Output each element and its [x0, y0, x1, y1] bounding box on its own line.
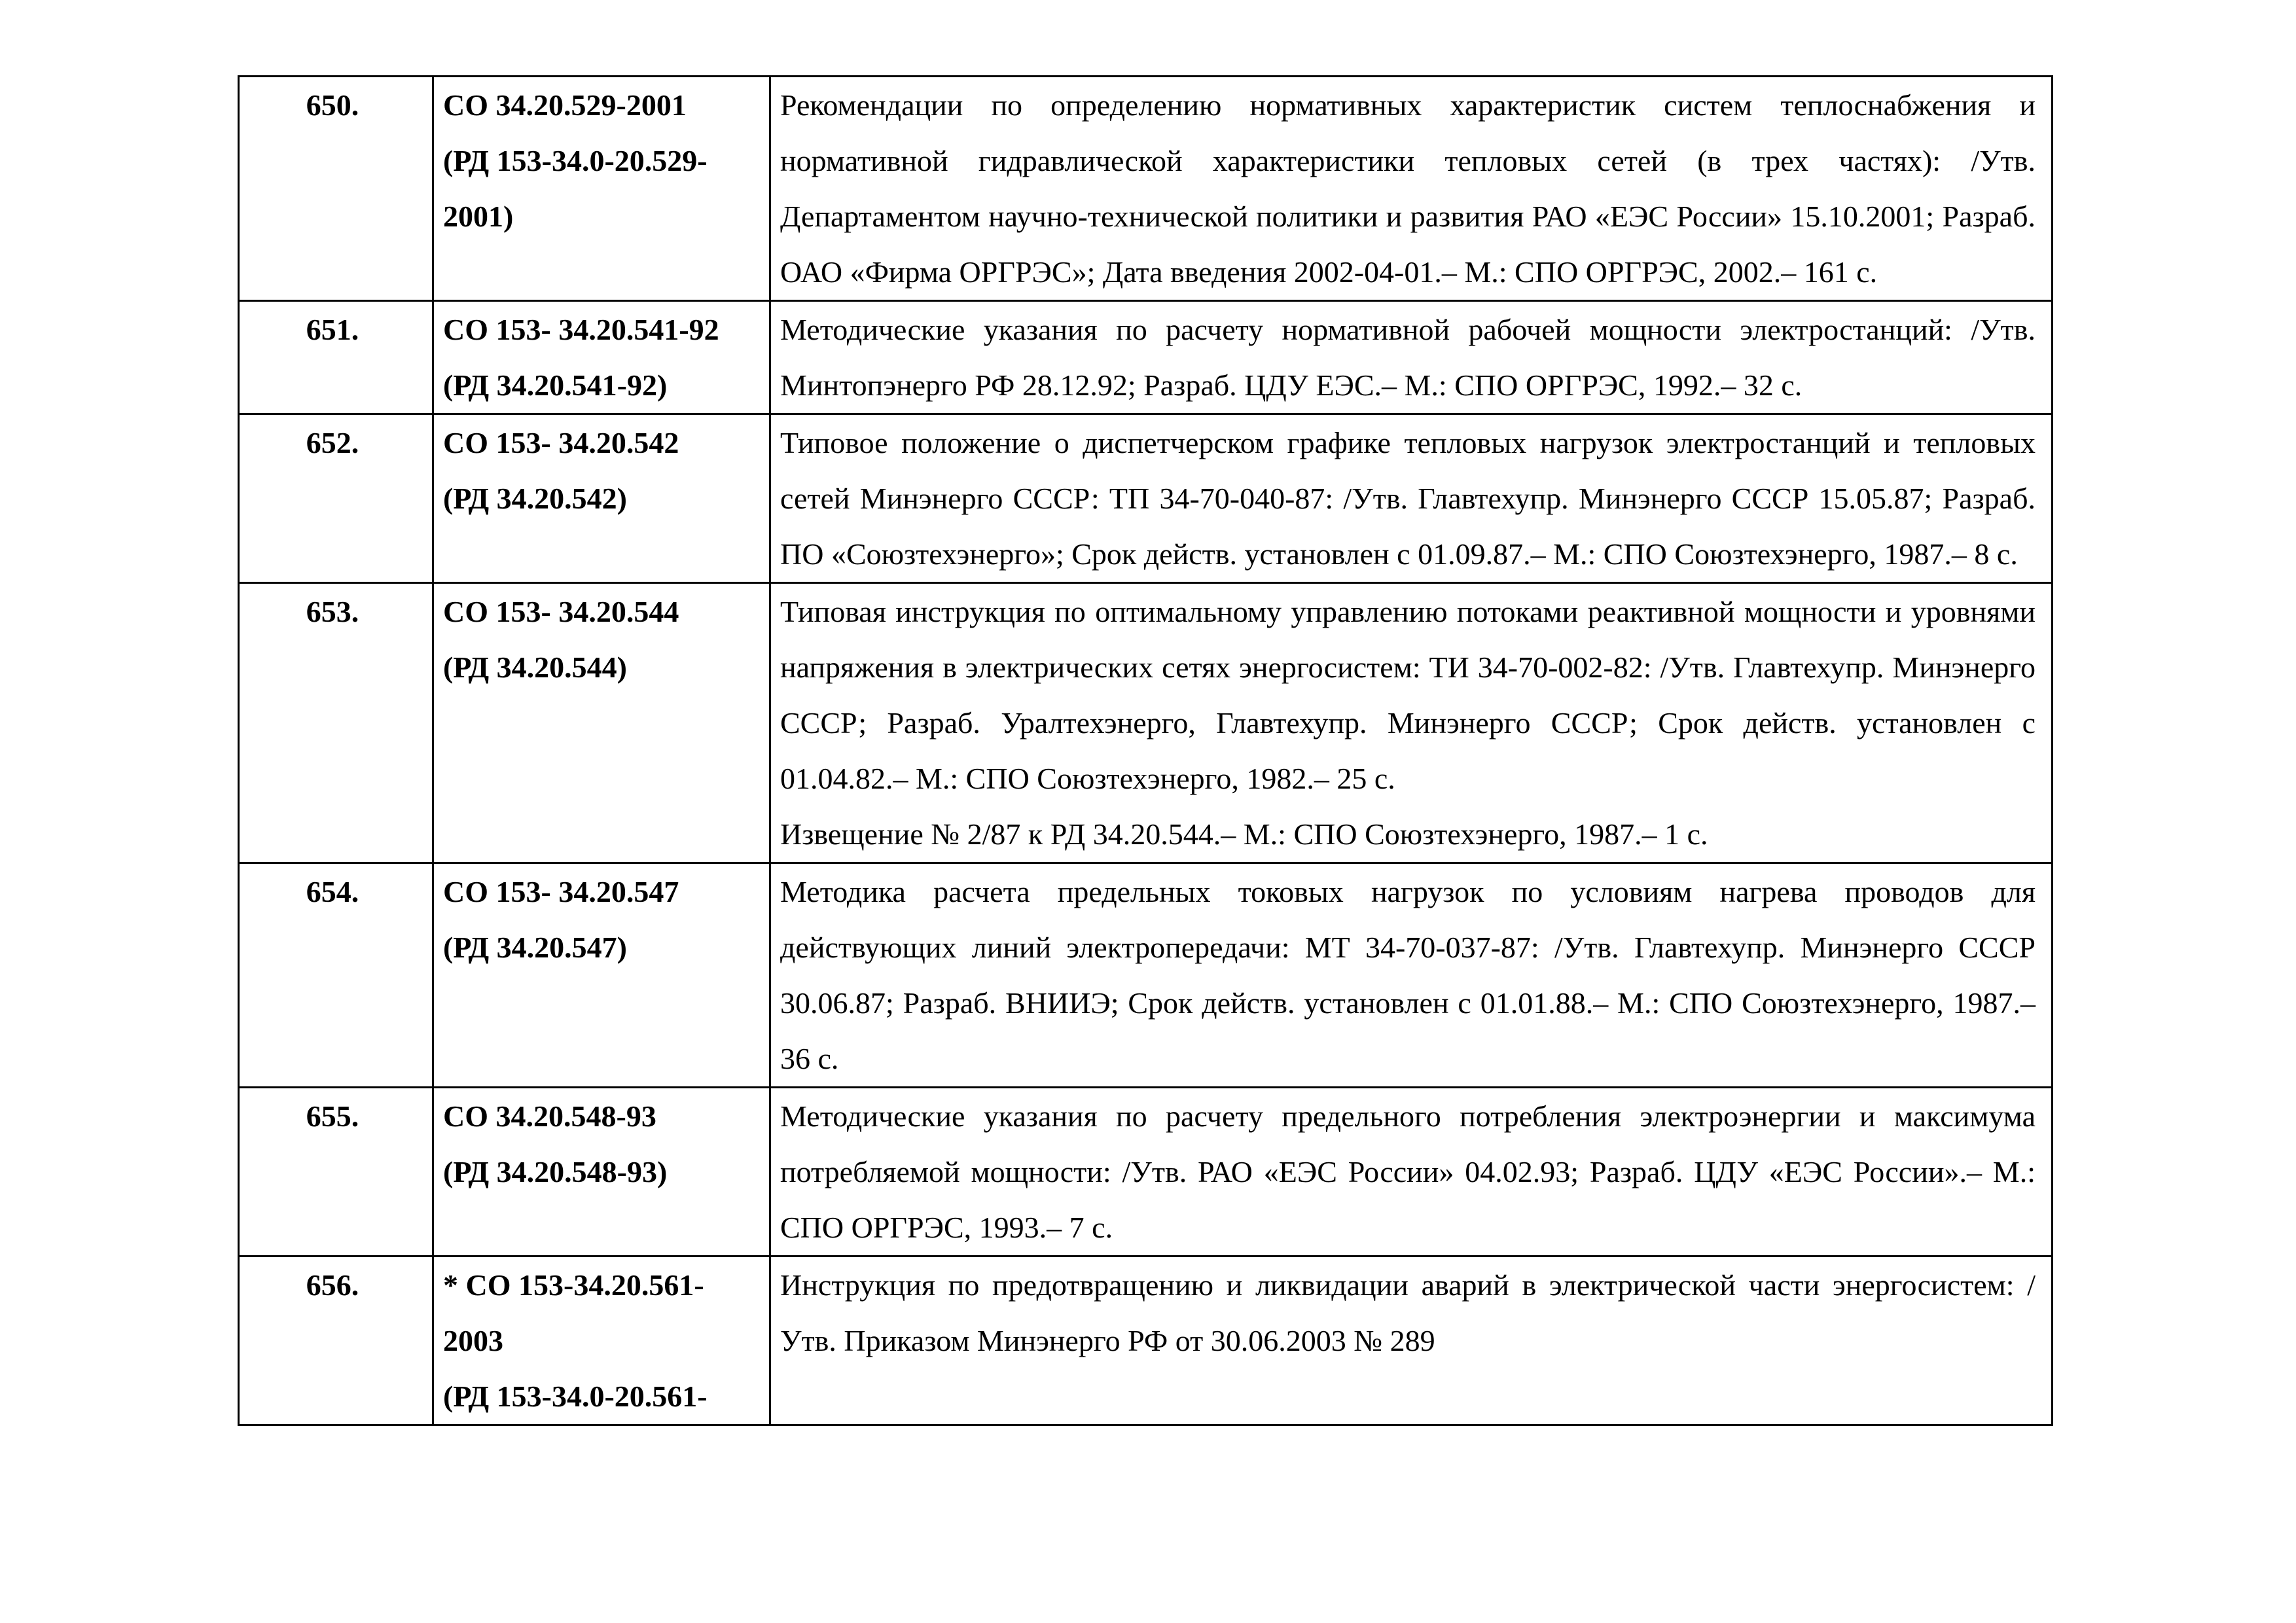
document-description: [770, 583, 2053, 863]
table-row: [239, 1088, 2053, 1257]
table-row: [239, 1257, 2053, 1425]
document-code: [433, 1088, 770, 1257]
description-paragraph: Методические указания по расчету предельного потребления электроэнергии и максимума потребляемой мощности: /Утв. РАО «ЕЭС России» 04.02.93; Разраб. ЦДУ «ЕЭС России».– М.: СПО ОРГРЭС, 1993.– 7 с.: [780, 1099, 2036, 1244]
table-body: [239, 77, 2053, 1425]
description-paragraph: Извещение № 2/87 к РД 34.20.544.– М.: СПО Союзтехэнерго, 1987.– 1 с.: [780, 817, 1708, 851]
description-paragraph: Рекомендации по определению нормативных характеристик систем теплоснабжения и нормативной гидравлической характеристики тепловых сетей (в трех частях): /Утв. Департаментом научно-технической политики и развития РАО «ЕЭС России» 15.10.2001; Разраб. ОАО «Фирма ОРГРЭС»; Дата введения 2002-04-01.– М.: СПО ОРГРЭС, 2002.– 161 с.: [780, 88, 2036, 289]
code-line: * СО 153-34.20.561-: [443, 1268, 704, 1302]
table-row: [239, 863, 2053, 1088]
row-number: 655.: [239, 1088, 433, 1257]
document-code: [433, 414, 770, 583]
document-code: [433, 863, 770, 1088]
table-row: [239, 414, 2053, 583]
description-paragraph: Типовая инструкция по оптимальному управлению потоками реактивной мощности и уровнями напряжения в электрических сетях энергосистем: ТИ 34-70-002-82: /Утв. Главтехупр. Минэнерго СССР; Разраб. Уралтехэнерго, Главтехупр. Минэнерго СССР; Срок действ. установлен с 01.04.82.– М.: СПО Союзтехэнерго, 1982.– 25 с.: [780, 595, 2036, 795]
document-code: [433, 77, 770, 301]
row-number: 652.: [239, 414, 433, 583]
code-line: СО 153- 34.20.541-92: [443, 313, 719, 346]
document-description: [770, 414, 2053, 583]
table-row: [239, 583, 2053, 863]
table-row: [239, 77, 2053, 301]
code-line: СО 34.20.529-2001: [443, 88, 687, 122]
document-table: [238, 75, 2053, 1426]
code-line: (РД 34.20.542): [443, 482, 627, 515]
code-line: 2003: [443, 1324, 503, 1357]
code-line: (РД 153-34.0-20.561-: [443, 1380, 708, 1413]
document-description: [770, 1088, 2053, 1257]
document-code: [433, 583, 770, 863]
row-number: 656.: [239, 1257, 433, 1425]
description-paragraph: Методические указания по расчету нормативной рабочей мощности электростанций: /Утв. Минтопэнерго РФ 28.12.92; Разраб. ЦДУ ЕЭС.– М.: СПО ОРГРЭС, 1992.– 32 с.: [780, 313, 2036, 402]
code-line: (РД 34.20.548-93): [443, 1155, 668, 1188]
code-line: СО 153- 34.20.544: [443, 595, 679, 628]
code-line: (РД 153-34.0-20.529-: [443, 144, 708, 177]
code-line: СО 153- 34.20.547: [443, 875, 679, 908]
row-number: 653.: [239, 583, 433, 863]
document-code: [433, 1257, 770, 1425]
code-line: СО 153- 34.20.542: [443, 426, 679, 459]
code-line: (РД 34.20.544): [443, 651, 627, 684]
document-description: [770, 301, 2053, 414]
document-code: [433, 301, 770, 414]
description-paragraph: Методика расчета предельных токовых нагрузок по условиям нагрева проводов для действующих линий электропередачи: МТ 34-70-037-87: /Утв. Главтехупр. Минэнерго СССР 30.06.87; Разраб. ВНИИЭ; Срок действ. установлен с 01.01.88.– М.: СПО Союзтехэнерго, 1987.– 36 с.: [780, 875, 2036, 1075]
document-description: [770, 863, 2053, 1088]
code-line: 2001): [443, 200, 514, 233]
row-number: 651.: [239, 301, 433, 414]
document-description: [770, 1257, 2053, 1425]
description-paragraph: Инструкция по предотвращению и ликвидации аварий в электрической части энергосистем: / Утв. Приказом Минэнерго РФ от 30.06.2003 № 289: [780, 1268, 2036, 1357]
document-description: [770, 77, 2053, 301]
table-row: [239, 301, 2053, 414]
row-number: 650.: [239, 77, 433, 301]
description-paragraph: Типовое положение о диспетчерском графике тепловых нагрузок электростанций и тепловых сетей Минэнерго СССР: ТП 34-70-040-87: /Утв. Главтехупр. Минэнерго СССР 15.05.87; Разраб. ПО «Союзтехэнерго»; Срок действ. установлен с 01.09.87.– М.: СПО Союзтехэнерго, 1987.– 8 с.: [780, 426, 2036, 571]
code-line: СО 34.20.548-93: [443, 1099, 656, 1133]
code-line: (РД 34.20.547): [443, 931, 627, 964]
code-line: (РД 34.20.541-92): [443, 368, 668, 402]
row-number: 654.: [239, 863, 433, 1088]
